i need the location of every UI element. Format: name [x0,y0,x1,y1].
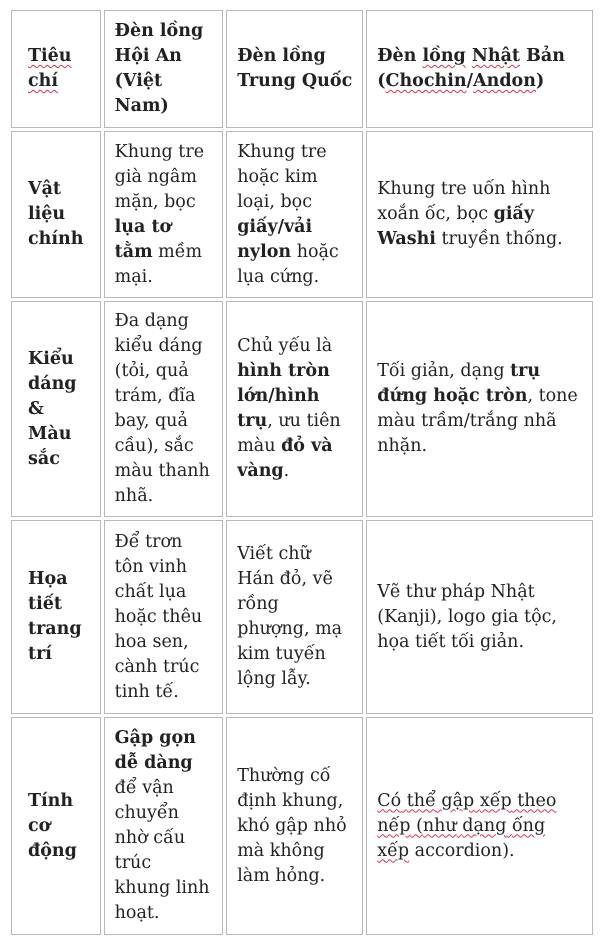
criteria-text: Tính cơ động [28,790,77,861]
cell-text-flagged: như [422,815,457,836]
cell-text-flagged: gập [441,790,475,811]
cell-text-flagged: Có [377,790,402,811]
criteria-text: Vật liệu chính [28,179,84,249]
header-hoian-text: Đèn lồng Hội An (Việt Nam) [114,21,204,116]
cell-text: Tối giản, dạng [377,361,511,381]
cell-text: , tone màu trầm/trắng nhã nhặn. [377,386,578,456]
header-japan-seg: lồng [422,46,466,66]
japan-cell[interactable] [366,301,593,517]
cell-text: Khung tre uốn hình xoắn ốc, bọc [377,179,551,224]
cell-text-flagged: theo [511,790,557,811]
cell-text: Thường cố định khung, khó gập nhỏ mà không làm hỏng. [237,765,347,886]
china-cell[interactable] [226,131,363,298]
header-japan-seg: Nhật [471,46,521,66]
header-cell-criteria[interactable] [11,10,101,128]
header-cell-japan[interactable] [366,10,593,128]
japan-cell[interactable] [366,131,593,298]
header-china-text: Đèn lồng Trung Quốc [237,46,353,91]
china-cell[interactable] [226,520,363,714]
china-cell[interactable] [226,717,363,935]
cell-text: accordion). [409,840,515,861]
header-criteria-word2: chí [28,71,59,91]
header-japan-seg: ) [535,71,545,91]
criteria-text: Họa tiết trang trí [28,569,82,664]
criteria-text: Kiểu dáng & Màu sắc [28,348,77,469]
cell-text-flagged: thể [406,790,436,811]
criteria-cell[interactable] [11,717,101,935]
cell-text: Chủ yếu là [237,336,333,356]
cell-text: hoặc lụa cứng. [237,241,339,287]
cell-text-flagged: nếp [377,815,411,836]
header-cell-china[interactable] [226,10,363,128]
cell-text-bold: trụ đứng hoặc tròn [377,361,541,406]
hoian-cell[interactable] [104,717,224,935]
header-japan-seg: / [466,71,474,91]
cell-text: để vận chuyển nhờ cấu trúc khung linh hoạt. [114,778,210,923]
header-cell-hoian[interactable] [104,10,224,128]
cell-text: , ưu tiên màu [237,411,341,456]
cell-text: mềm mại. [114,241,203,287]
japan-cell[interactable] [366,520,593,714]
cell-text-bold: giấy Washi [377,204,535,249]
table-row [11,717,593,935]
cell-text: Đa dạng kiểu dáng (tỏi, quả trám, đĩa bay, quả cầu), sắc màu thanh nhã. [114,311,210,506]
cell-text: Khung tre già ngâm mặn, bọc [114,141,205,212]
table-row [11,131,593,298]
cell-text-flagged: dạng [462,815,507,836]
criteria-cell[interactable] [11,301,101,517]
criteria-cell[interactable] [11,131,101,298]
cell-text: Vẽ thư pháp Nhật (Kanji), logo gia tộc, họa tiết tối giản. [377,581,557,652]
cell-text-bold: đỏ và vàng [237,436,333,481]
cell-text: Để trơn tôn vinh chất lụa hoặc thêu hoa sen, cành trúc tinh tế. [114,531,203,702]
table-row [11,520,593,714]
cell-text-flagged: xếp [479,790,512,811]
cell-text-bold: hình tròn lớn/hình trụ [237,361,330,431]
hoian-cell[interactable] [104,520,224,714]
table-row [11,301,593,517]
cell-text-bold: lụa tơ tằm [114,216,172,262]
hoian-cell[interactable] [104,301,224,517]
header-japan-seg: Andon [473,71,536,91]
cell-text-bold: giấy/vải nylon [237,216,313,262]
cell-text: . [283,461,290,481]
criteria-cell[interactable] [11,520,101,714]
cell-text-flagged: ( [410,815,423,836]
header-criteria-word1: Tiêu [28,46,72,66]
hoian-cell[interactable] [104,131,224,298]
table-header-row [11,10,593,128]
cell-text-flagged: ống [511,815,546,836]
header-japan-seg: Đèn [377,46,423,66]
cell-text-bold: Gập gọn dễ dàng [114,728,196,773]
cell-text-flagged: xếp [377,840,410,861]
china-cell[interactable] [226,301,363,517]
header-japan-seg: Chochin [385,71,467,91]
cell-text: truyền thống. [435,229,563,249]
header-japan-seg: Bản ( [377,46,565,91]
japan-cell[interactable] [366,717,593,935]
comparison-table [8,7,596,938]
cell-text: Khung tre hoặc kim loại, bọc [237,141,327,212]
cell-text: Viết chữ Hán đỏ, vẽ rồng phượng, mạ kim tuyến lộng lẫy. [237,544,343,689]
